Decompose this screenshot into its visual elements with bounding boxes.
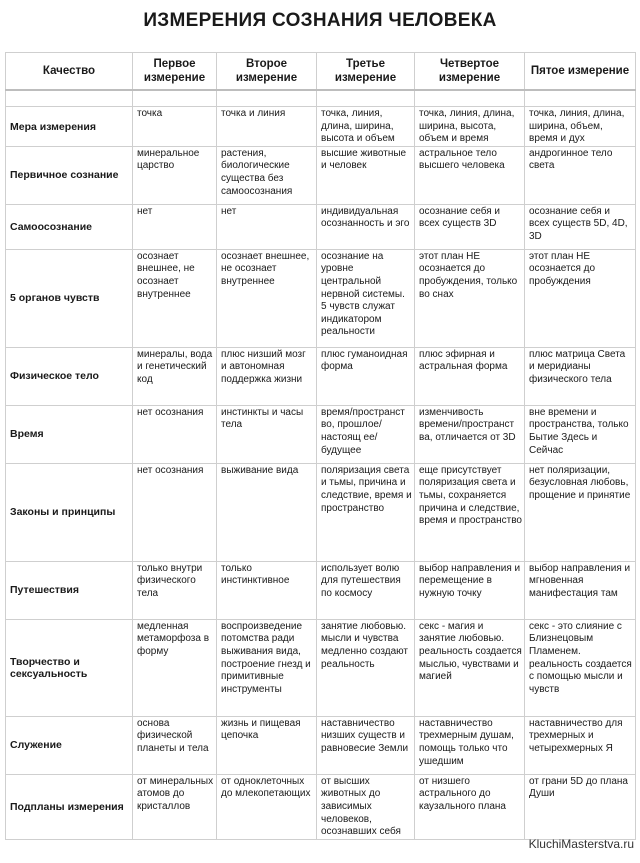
row-label-laws: Законы и принципы xyxy=(6,463,133,561)
table-cell: плюс матрица Света и меридианы физического тела xyxy=(525,347,636,405)
table-cell: секс - магия и занятие любовью. реальность создается мыслью, чувствами и магией xyxy=(415,619,525,716)
spacer-row xyxy=(6,90,636,107)
table-row xyxy=(6,463,636,561)
header-dim-1: Первое измерение xyxy=(133,53,217,91)
site-watermark: KluchiMasterstva.ru xyxy=(528,837,634,851)
table-row xyxy=(6,249,636,347)
table-cell: вне времени и пространства, только Бытие Здесь и Сейчас xyxy=(525,405,636,463)
row-label-service: Служение xyxy=(6,716,133,774)
table-cell: время/пространст во, прошлое/настоящ ее/будущее xyxy=(317,405,415,463)
table-cell: наставничество низших существ и равновесие Земли xyxy=(317,716,415,774)
row-label-travel: Путешествия xyxy=(6,561,133,619)
table-row xyxy=(6,405,636,463)
table-cell: занятие любовью. мысли и чувства медленно создают реальность xyxy=(317,619,415,716)
header-dim-3: Третье измерение xyxy=(317,53,415,91)
table-cell: изменчивость времени/пространст ва, отличается от 3D xyxy=(415,405,525,463)
row-label-primary: Первичное сознание xyxy=(6,146,133,204)
table-cell: выбор направления и перемещение в нужную точку xyxy=(415,561,525,619)
table-cell: секс - это слияние с Близнецовым Пламенем. реальность создается с помощью мысли и чувств xyxy=(525,619,636,716)
table-cell: осознание себя и всех существ 3D xyxy=(415,204,525,249)
table-cell: плюс эфирная и астральная форма xyxy=(415,347,525,405)
table-cell: точка, линия, длина, ширина, высота, объем и время xyxy=(415,107,525,147)
table-cell: точка xyxy=(133,107,217,147)
table-cell: точка, линия, длина, ширина, объем, время и дух xyxy=(525,107,636,147)
dimensions-table xyxy=(5,52,636,840)
table-cell: нет осознания xyxy=(133,463,217,561)
table-cell: основа физической планеты и тела xyxy=(133,716,217,774)
table-cell: нет xyxy=(217,204,317,249)
row-label-measure: Мера измерения xyxy=(6,107,133,147)
table-cell: андрогинное тело света xyxy=(525,146,636,204)
table-cell: точка и линия xyxy=(217,107,317,147)
table-cell: индивидуальная осознанность и эго xyxy=(317,204,415,249)
table-cell: точка, линия, длина, ширина, высота и объем xyxy=(317,107,415,147)
page-title: ИЗМЕРЕНИЯ СОЗНАНИЯ ЧЕЛОВЕКА xyxy=(143,10,497,31)
table-cell: плюс гуманоидная форма xyxy=(317,347,415,405)
table-cell: этот план НЕ осознается до пробуждения, только во снах xyxy=(415,249,525,347)
table-cell: астральное тело высшего человека xyxy=(415,146,525,204)
table-cell: нет осознания xyxy=(133,405,217,463)
table-row xyxy=(6,347,636,405)
table-row xyxy=(6,774,636,839)
table-row xyxy=(6,204,636,249)
row-label-body: Физическое тело xyxy=(6,347,133,405)
table-row xyxy=(6,619,636,716)
table-row xyxy=(6,716,636,774)
table-cell: от грани 5D до плана Души xyxy=(525,774,636,839)
table-cell: от одноклеточных до млекопетающих xyxy=(217,774,317,839)
table-cell: выбор направления и мгновенная манифестация там xyxy=(525,561,636,619)
table-cell: выживание вида xyxy=(217,463,317,561)
table-cell: поляризация света и тьмы, причина и следствие, время и пространство xyxy=(317,463,415,561)
table-cell: использует волю для путешествия по космосу xyxy=(317,561,415,619)
table-cell: осознает внешнее, не осознает внутреннее xyxy=(217,249,317,347)
table-cell: осознание на уровне центральной нервной системы. 5 чувств служат индикатором реальности xyxy=(317,249,415,347)
table-cell: еще присутствует поляризация света и тьмы, сохраняется причина и следствие, время и пространство xyxy=(415,463,525,561)
row-label-creativity: Творчество и сексуальность xyxy=(6,619,133,716)
table-cell: нет xyxy=(133,204,217,249)
table-cell: растения, биологические существа без самоосознания xyxy=(217,146,317,204)
table-cell: воспроизведение потомства ради выживания вида, построение гнезд и примитивные инструменты xyxy=(217,619,317,716)
table-cell: от минеральных атомов до кристаллов xyxy=(133,774,217,839)
row-label-senses: 5 органов чувств xyxy=(6,249,133,347)
header-dim-5: Пятое измерение xyxy=(525,53,636,91)
table-cell: наставничество для трехмерных и четырехмерных Я xyxy=(525,716,636,774)
table-cell: наставничество трехмерным душам, помощь только что ушедшим xyxy=(415,716,525,774)
table-cell: от высших животных до зависимых человеков, осознавших себя xyxy=(317,774,415,839)
table-cell: только инстинктивное xyxy=(217,561,317,619)
table-cell: этот план НЕ осознается до пробуждения xyxy=(525,249,636,347)
table-cell: инстинкты и часы тела xyxy=(217,405,317,463)
table-cell: плюс низший мозг и автономная поддержка жизни xyxy=(217,347,317,405)
header-row xyxy=(6,53,636,91)
table-row xyxy=(6,107,636,147)
table-cell: жизнь и пищевая цепочка xyxy=(217,716,317,774)
table-row xyxy=(6,146,636,204)
table-cell: нет поляризации, безусловная любовь, прощение и принятие xyxy=(525,463,636,561)
table-cell: медленная метаморфоза в форму xyxy=(133,619,217,716)
table-cell: высшие животные и человек xyxy=(317,146,415,204)
row-label-self: Самоосознание xyxy=(6,204,133,249)
table-cell: только внутри физического тела xyxy=(133,561,217,619)
row-label-subplanes: Подпланы измерения xyxy=(6,774,133,839)
table-row xyxy=(6,561,636,619)
table-cell: от низшего астрального до каузального плана xyxy=(415,774,525,839)
header-dim-4: Четвертое измерение xyxy=(415,53,525,91)
table-cell: осознание себя и всех существ 5D, 4D, 3D xyxy=(525,204,636,249)
row-label-time: Время xyxy=(6,405,133,463)
table-cell: минералы, вода и генетический код xyxy=(133,347,217,405)
table-cell: минеральное царство xyxy=(133,146,217,204)
header-quality: Качество xyxy=(6,53,133,91)
table-cell: осознает внешнее, не осознает внутреннее xyxy=(133,249,217,347)
header-dim-2: Второе измерение xyxy=(217,53,317,91)
